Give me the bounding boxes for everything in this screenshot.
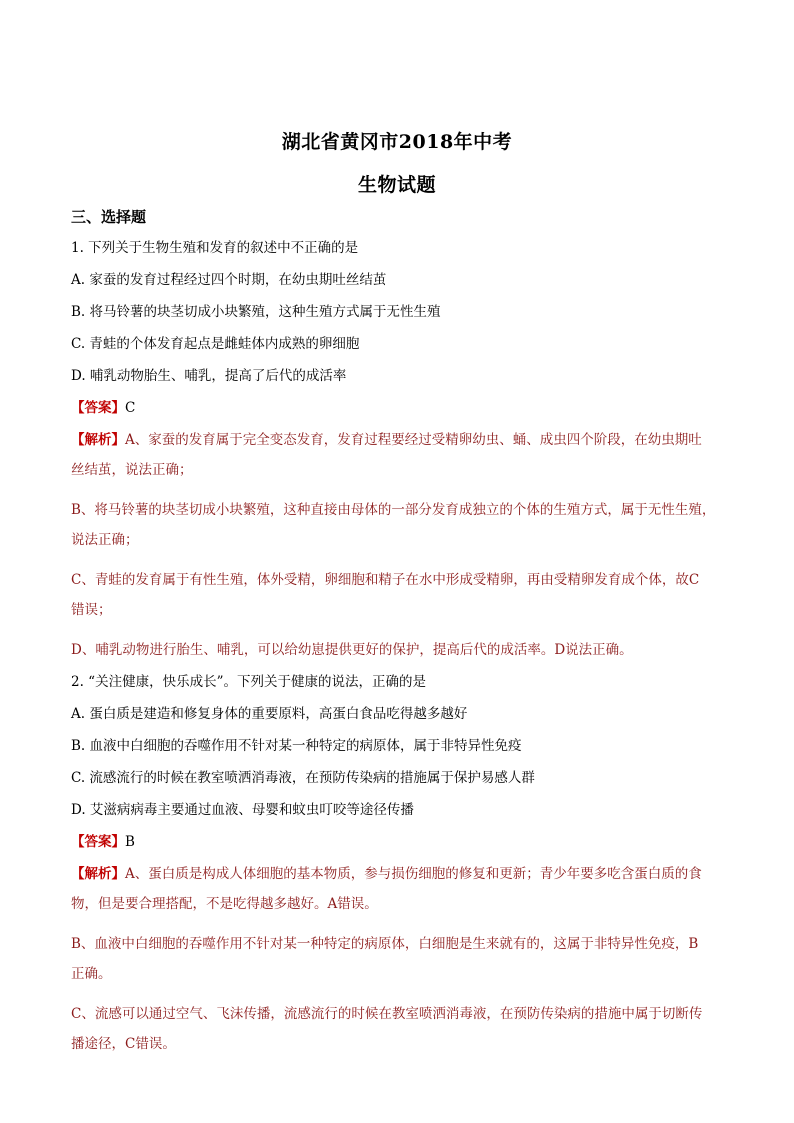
analysis-text: 正确。 [71,966,112,982]
question-2-option-b: B. 血液中白细胞的吞噬作用不针对某一种特定的病原体，属于非特异性免疫 [71,738,522,754]
question-1-analysis-a [71,429,725,489]
analysis-text: C、青蛙的发育属于有性生殖，体外受精，卵细胞和精子在水中形成受精卵，再由受精卵发育成个体，故C [71,572,700,588]
question-1-analysis-c [71,569,725,629]
analysis-text: 物，但是要合理搭配，不是吃得越多越好。A错误。 [71,896,378,912]
analysis-text: 播途径，C错误。 [71,1036,176,1052]
question-2-answer [71,831,725,863]
question-2-option-d: D. 艾滋病病毒主要通过血液、母婴和蚊虫叮咬等途径传播 [71,802,414,818]
analysis-text: 说法正确； [71,532,139,548]
question-1-option-b: B. 将马铃薯的块茎切成小块繁殖，这种生殖方式属于无性生殖 [71,304,441,320]
analysis-text: B、血液中白细胞的吞噬作用不针对某一种特定的病原体，白细胞是生来就有的，这属于非特异性免疫，B [71,936,699,952]
analysis-tag: 【解析】 [71,866,125,882]
question-1-option-d: D. 哺乳动物胎生、哺乳，提高了后代的成活率 [71,368,347,384]
analysis-tag: 【解析】 [71,432,125,448]
question-2-option-a: A. 蛋白质是建造和修复身体的重要原料，高蛋白食品吃得越多越好 [71,706,468,722]
question-2-analysis-a [71,863,725,923]
analysis-text: A、家蚕的发育属于完全变态发育，发育过程要经过受精卵幼虫、蛹、成虫四个阶段，在幼虫期吐 [125,432,702,448]
question-1-analysis-d: D、哺乳动物进行胎生、哺乳，可以给幼崽提供更好的保护，提高后代的成活率。D说法正确。 [71,642,633,658]
analysis-text: B、将马铃薯的块茎切成小块繁殖，这种直接由母体的一部分发育成独立的个体的生殖方式，属于无性生殖， [71,502,716,518]
answer-value: C [125,400,136,416]
question-1-analysis-b [71,499,725,559]
question-list [71,237,725,1073]
document-subtitle: 生物试题 [357,174,436,196]
analysis-text: C、流感可以通过空气、飞沫传播，流感流行的时候在教室喷洒消毒液，在预防传染病的措施中属于切断传 [71,1006,703,1022]
question-2-analysis-c [71,1003,725,1063]
answer-tag: 【答案】 [71,834,125,850]
document-title: 湖北省黄冈市2018年中考 [281,131,513,153]
question-1-stem: 1. 下列关于生物生殖和发育的叙述中不正确的是 [71,240,359,256]
analysis-text: 错误； [71,602,112,618]
answer-tag: 【答案】 [71,400,125,416]
analysis-text: A、蛋白质是构成人体细胞的基本物质，参与损伤细胞的修复和更新；青少年要多吃含蛋白质的食 [125,866,702,882]
question-2-stem: 2. “关注健康，快乐成长”。下列关于健康的说法，正确的是 [71,674,426,690]
question-1-option-c: C. 青蛙的个体发育起点是雌蛙体内成熟的卵细胞 [71,336,360,352]
question-2-option-c: C. 流感流行的时候在教室喷洒消毒液，在预防传染病的措施属于保护易感人群 [71,770,535,786]
answer-value: B [125,834,135,850]
section-heading: 三、选择题 [71,208,147,226]
question-1-option-a: A. 家蚕的发育过程经过四个时期，在幼虫期吐丝结茧 [71,272,387,288]
analysis-text: 丝结茧，说法正确； [71,462,193,478]
question-1-answer [71,397,725,429]
question-2-analysis-b [71,933,725,993]
